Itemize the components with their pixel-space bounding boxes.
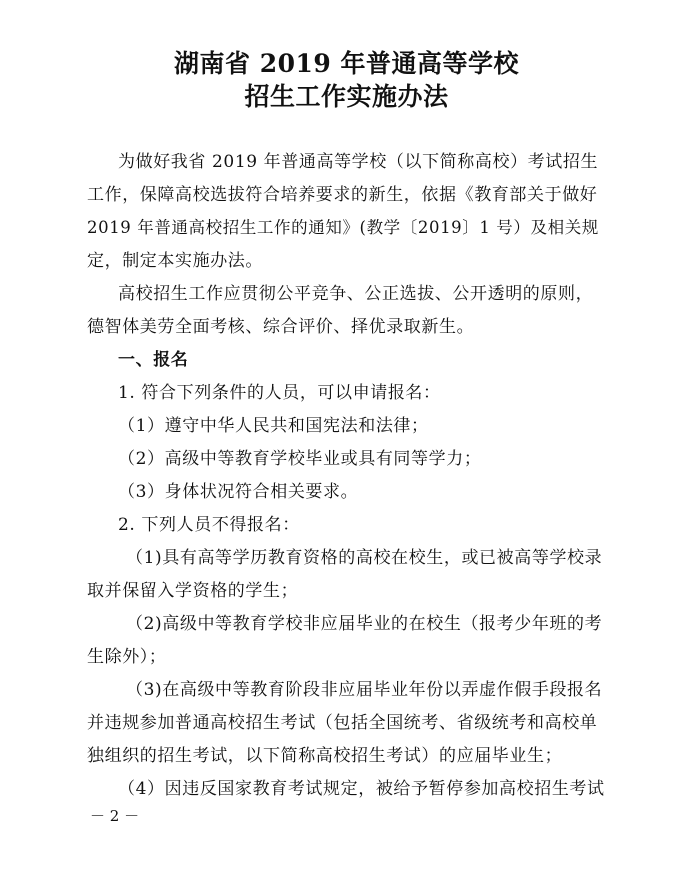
paragraph-line: 取并保留入学资格的学生； (87, 581, 299, 601)
section-heading: 一、报名 (118, 350, 189, 370)
paragraph-line: 2019 年普通高校招生工作的通知》(教学〔2019〕1 号）及相关规 (87, 218, 599, 237)
list-item: （4）因违反国家教育考试规定，被给予暂停参加高校招生考试 (118, 779, 605, 799)
list-item: 1. 符合下列条件的人员，可以申请报名： (118, 383, 441, 403)
paragraph-line: 并违规参加普通高校招生考试（包括全国统考、省级统考和高校单 (87, 713, 598, 733)
paragraph-line: 德智体美劳全面考核、综合评价、择优录取新生。 (87, 317, 475, 337)
list-item: （1)具有高等学历教育资格的高校在校生，或已被高等学校录 (126, 548, 603, 568)
list-item: 2. 下列人员不得报名： (118, 515, 300, 535)
list-item: （3)在高级中等教育阶段非应届毕业年份以弄虚作假手段报名 (126, 680, 603, 700)
paragraph-line: 定，制定本实施办法。 (87, 251, 263, 271)
list-item: （2)高级中等教育学校非应届毕业的在校生（报考少年班的考 (126, 614, 603, 634)
paragraph-line: 工作，保障高校选拔符合培养要求的新生，依据《教育部关于做好 (87, 185, 598, 205)
page-number: － 2 － (90, 807, 140, 825)
paragraph-line: 高校招生工作应贯彻公平竞争、公正选拔、公开透明的原则， (118, 284, 594, 304)
document-title-line-2: 招生工作实施办法 (244, 82, 449, 111)
paragraph-line: 生除外）； (87, 647, 167, 667)
list-item: （1）遵守中华人民共和国宪法和法律； (118, 416, 429, 436)
document-title-line-1: 湖南省 2019 年普通高等学校 (174, 49, 519, 78)
list-item: （3）身体状况符合相关要求。 (118, 482, 359, 502)
paragraph-line: 独组织的招生考试，以下简称高校招生考试）的应届毕业生； (87, 746, 563, 766)
list-item: （2）高级中等教育学校毕业或具有同等学力； (118, 449, 482, 469)
paragraph-line: 为做好我省 2019 年普通高等学校（以下简称高校）考试招生 (118, 152, 599, 172)
